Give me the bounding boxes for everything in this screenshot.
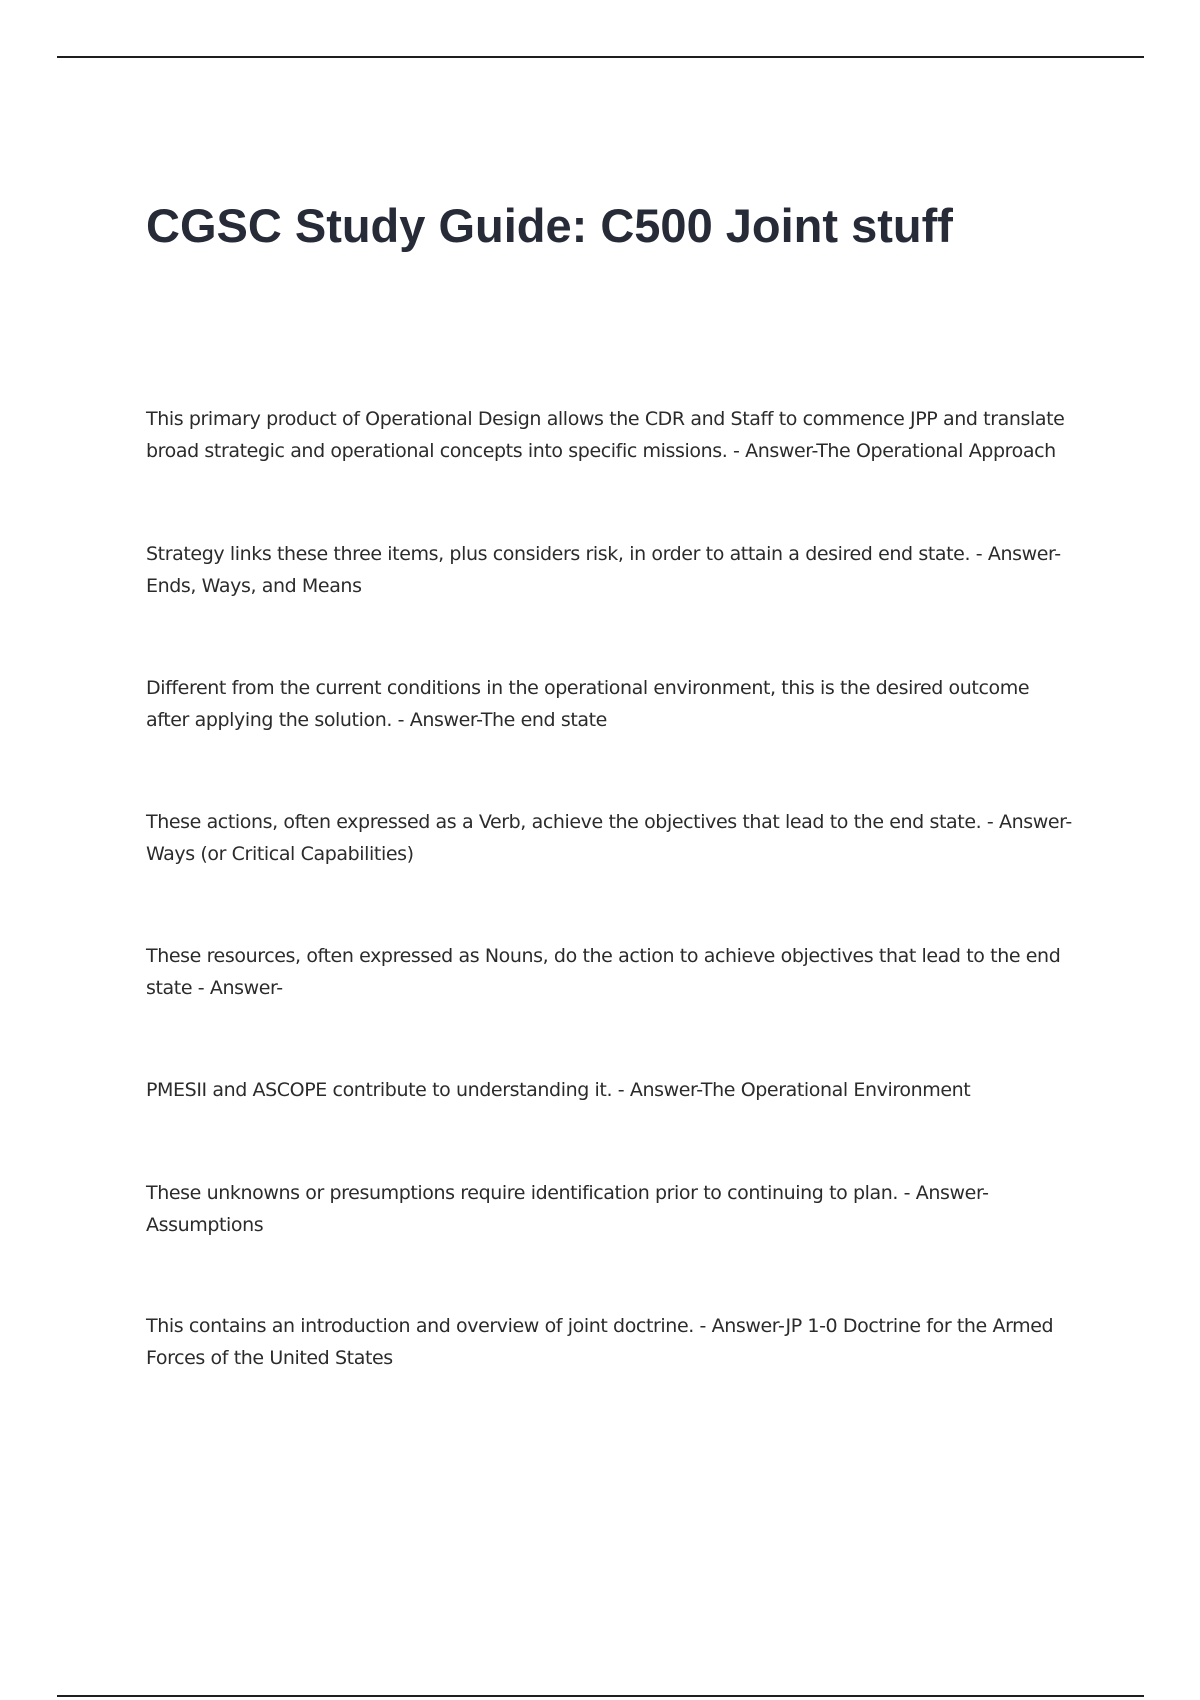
question-text: PMESII and ASCOPE contribute to understanding it. <box>146 1079 613 1101</box>
question-text: This contains an introduction and overview of joint doctrine. <box>146 1315 694 1337</box>
answer-text: The end state <box>480 709 607 731</box>
page-title: CGSC Study Guide: C500 Joint stuff <box>146 199 953 252</box>
answer-separator: - Answer- <box>970 543 1061 565</box>
bottom-rule <box>57 1695 1144 1697</box>
answer-separator: - Answer- <box>192 977 283 999</box>
qa-entry <box>146 1177 1076 1241</box>
answer-separator: - Answer- <box>612 1079 701 1101</box>
answer-text: Ways (or Critical Capabilities) <box>146 843 414 865</box>
qa-entry <box>146 1310 1076 1374</box>
answer-separator: - Answer- <box>898 1182 989 1204</box>
top-rule <box>57 56 1144 58</box>
question-text: These unknowns or presumptions require identification prior to continuing to plan. <box>146 1182 899 1204</box>
qa-entry <box>146 538 1076 602</box>
answer-separator: - Answer- <box>981 811 1072 833</box>
qa-entry <box>146 940 1076 1004</box>
answer-separator: - Answer- <box>392 709 481 731</box>
question-text: These resources, often expressed as Nouns, do the action to achieve objectives that lead to the end state <box>146 945 1061 999</box>
answer-text: Assumptions <box>146 1214 264 1236</box>
qa-entry <box>146 806 1076 870</box>
question-text: This primary product of Operational Design allows the CDR and Staff to commence JPP and translate broad strategic and operational concepts into specific missions. <box>146 408 1065 462</box>
qa-entry <box>146 672 1076 736</box>
answer-text: Ends, Ways, and Means <box>146 575 362 597</box>
question-text: These actions, often expressed as a Verb, achieve the objectives that lead to the end state. <box>146 811 982 833</box>
question-text: Strategy links these three items, plus considers risk, in order to attain a desired end state. <box>146 543 971 565</box>
answer-text: The Operational Approach <box>816 440 1056 462</box>
qa-entry <box>146 1074 1076 1106</box>
answer-separator: - Answer- <box>693 1315 786 1337</box>
qa-entry <box>146 403 1076 467</box>
answer-text: The Operational Environment <box>700 1079 971 1101</box>
answer-text: JP 1-0 Doctrine for the Armed Forces of the United States <box>146 1315 1054 1369</box>
answer-separator: - Answer- <box>727 440 817 462</box>
question-text: Different from the current conditions in the operational environment, this is the desired outcome after applying the solution. <box>146 677 1030 731</box>
